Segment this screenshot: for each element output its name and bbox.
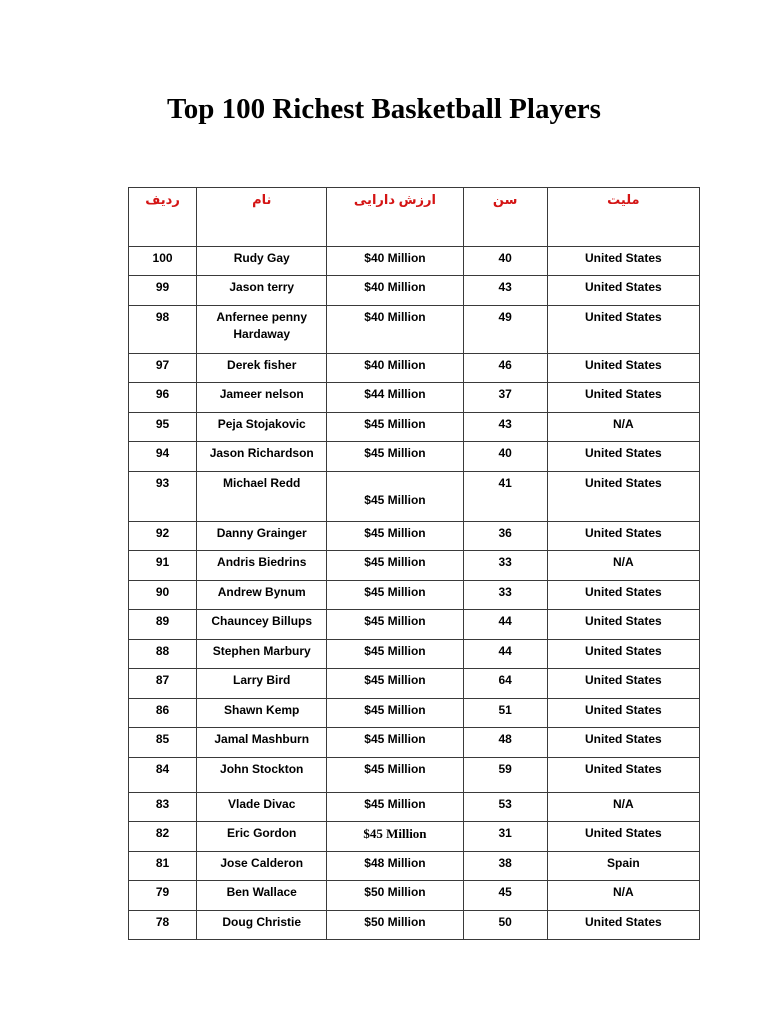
cell-rank <box>129 354 197 383</box>
cell-nationality-text: United States <box>585 251 662 265</box>
table-row <box>129 640 700 669</box>
cell-name <box>197 669 327 699</box>
cell-worth-text: $45 Million <box>364 673 426 687</box>
cell-age <box>463 758 547 793</box>
cell-age <box>463 793 547 822</box>
cell-nationality <box>547 551 699 581</box>
cell-age-text: 38 <box>498 856 512 870</box>
cell-nationality <box>547 793 699 822</box>
cell-age-text: 41 <box>498 476 512 490</box>
cell-rank-text: 83 <box>155 797 170 811</box>
cell-rank <box>129 472 197 522</box>
cell-rank-text: 95 <box>155 417 170 431</box>
cell-nationality <box>547 699 699 728</box>
cell-nationality-text: United States <box>585 762 662 776</box>
table-row <box>129 551 700 581</box>
cell-age <box>463 852 547 881</box>
cell-nationality <box>547 852 699 881</box>
cell-name-text: Peja Stojakovic <box>217 417 306 431</box>
cell-name-text: Andrew Bynum <box>217 585 306 599</box>
cell-age-text: 64 <box>498 673 512 687</box>
page-title: Top 100 Richest Basketball Players <box>167 93 601 125</box>
cell-rank-text: 93 <box>155 476 170 490</box>
cell-nationality <box>547 728 699 758</box>
cell-worth <box>327 472 463 522</box>
cell-nationality <box>547 354 699 383</box>
cell-rank-text: 81 <box>155 856 170 870</box>
cell-nationality <box>547 276 699 306</box>
cell-rank-text: 78 <box>155 915 170 929</box>
cell-nationality-text: United States <box>585 826 662 840</box>
cell-worth-text: $44 Million <box>364 387 426 401</box>
cell-rank <box>129 383 197 413</box>
cell-worth <box>327 699 463 728</box>
table-row <box>129 728 700 758</box>
cell-worth-text: $45 Million <box>364 644 426 658</box>
cell-rank <box>129 247 197 276</box>
cell-nationality <box>547 610 699 640</box>
cell-worth-text: $48 Million <box>364 856 426 870</box>
cell-nationality-text: United States <box>585 310 662 324</box>
table-row <box>129 793 700 822</box>
table-row <box>129 758 700 793</box>
cell-rank <box>129 881 197 911</box>
cell-rank-text: 94 <box>155 446 170 460</box>
cell-name-text: John Stockton <box>220 762 304 776</box>
cell-age <box>463 472 547 522</box>
cell-rank-text: 100 <box>152 251 173 265</box>
cell-worth <box>327 442 463 472</box>
cell-name-text: Jameer nelson <box>219 387 304 401</box>
cell-rank <box>129 669 197 699</box>
cell-worth <box>327 610 463 640</box>
cell-worth-text: $40 Million <box>364 358 426 372</box>
cell-nationality-text: United States <box>585 673 662 687</box>
table-row <box>129 822 700 852</box>
cell-age-text: 49 <box>498 310 512 324</box>
cell-worth-text: $50 Million <box>364 915 426 929</box>
cell-name <box>197 581 327 610</box>
table-row <box>129 383 700 413</box>
cell-age-text: 43 <box>498 280 512 294</box>
cell-name-text: Ben Wallace <box>226 885 297 899</box>
cell-nationality-text: United States <box>585 703 662 717</box>
cell-rank-text: 84 <box>155 762 170 776</box>
cell-rank-text: 99 <box>155 280 170 294</box>
cell-nationality <box>547 911 699 940</box>
table-row <box>129 581 700 610</box>
header-name: نام <box>197 188 327 247</box>
cell-name-text: Jason terry <box>229 280 295 294</box>
cell-age <box>463 276 547 306</box>
cell-nationality-text: United States <box>585 526 662 540</box>
cell-worth <box>327 793 463 822</box>
cell-name <box>197 247 327 276</box>
table-row <box>129 442 700 472</box>
cell-worth <box>327 276 463 306</box>
cell-age <box>463 610 547 640</box>
cell-worth-text: $45 Million <box>364 762 426 776</box>
cell-name <box>197 354 327 383</box>
table-row <box>129 610 700 640</box>
cell-age-text: 43 <box>498 417 512 431</box>
cell-worth-text: $45 Million <box>364 493 426 507</box>
cell-nationality-text: United States <box>585 915 662 929</box>
cell-age-text: 37 <box>498 387 512 401</box>
cell-age <box>463 247 547 276</box>
cell-age <box>463 522 547 551</box>
cell-age-text: 40 <box>498 446 512 460</box>
table-row <box>129 306 700 354</box>
cell-worth-text: $45 Million <box>364 614 426 628</box>
cell-name <box>197 640 327 669</box>
cell-age-text: 44 <box>498 644 512 658</box>
cell-name-text: Doug Christie <box>222 915 302 929</box>
cell-name-text: Chauncey Billups <box>211 614 313 628</box>
cell-rank <box>129 852 197 881</box>
cell-worth <box>327 383 463 413</box>
cell-name <box>197 276 327 306</box>
cell-name-text: Jason Richardson <box>209 446 314 460</box>
cell-worth-text: $40 Million <box>364 251 426 265</box>
cell-name <box>197 383 327 413</box>
cell-rank-text: 90 <box>155 585 170 599</box>
table-row <box>129 669 700 699</box>
table-row <box>129 247 700 276</box>
cell-age <box>463 551 547 581</box>
cell-worth <box>327 306 463 354</box>
cell-age-text: 40 <box>498 251 512 265</box>
cell-rank-text: 89 <box>155 614 170 628</box>
cell-rank <box>129 728 197 758</box>
cell-name <box>197 881 327 911</box>
cell-worth-text: $50 Million <box>364 885 426 899</box>
cell-age-text: 45 <box>498 885 512 899</box>
cell-name <box>197 822 327 852</box>
cell-rank <box>129 276 197 306</box>
cell-age <box>463 728 547 758</box>
cell-rank <box>129 581 197 610</box>
cell-nationality-text: United States <box>585 644 662 658</box>
table-row <box>129 852 700 881</box>
cell-nationality <box>547 247 699 276</box>
cell-age-text: 48 <box>498 732 512 746</box>
cell-name-text: Jose Calderon <box>220 856 304 870</box>
cell-name <box>197 522 327 551</box>
cell-nationality-text: United States <box>585 614 662 628</box>
cell-age-text: 33 <box>498 585 512 599</box>
cell-age <box>463 306 547 354</box>
cell-name <box>197 306 327 354</box>
cell-rank-text: 88 <box>155 644 170 658</box>
header-row <box>129 188 700 247</box>
cell-worth <box>327 522 463 551</box>
cell-nationality <box>547 822 699 852</box>
table-row <box>129 472 700 522</box>
table-row <box>129 699 700 728</box>
cell-age-text: 46 <box>498 358 512 372</box>
cell-worth <box>327 728 463 758</box>
cell-age <box>463 383 547 413</box>
cell-worth <box>327 852 463 881</box>
cell-nationality <box>547 581 699 610</box>
cell-worth-text: $40 Million <box>364 310 426 324</box>
cell-nationality-text: United States <box>585 358 662 372</box>
cell-nationality-text: United States <box>585 280 662 294</box>
header-nationality: ملیت <box>547 188 699 247</box>
cell-name-text: Shawn Kemp <box>224 703 300 717</box>
cell-rank-text: 79 <box>155 885 170 899</box>
cell-worth <box>327 881 463 911</box>
cell-name-text: Jamal Mashburn <box>214 732 310 746</box>
cell-name-text: Larry Bird <box>233 673 291 687</box>
table-row <box>129 881 700 911</box>
cell-worth <box>327 822 463 852</box>
cell-age <box>463 581 547 610</box>
table-row <box>129 911 700 940</box>
cell-name <box>197 610 327 640</box>
cell-nationality <box>547 522 699 551</box>
cell-nationality <box>547 669 699 699</box>
table-row <box>129 413 700 442</box>
cell-age <box>463 822 547 852</box>
cell-rank <box>129 442 197 472</box>
cell-age-text: 50 <box>498 915 512 929</box>
cell-name <box>197 472 327 522</box>
cell-worth-text: $45 Million <box>364 797 426 811</box>
cell-rank-text: 97 <box>155 358 170 372</box>
cell-name <box>197 699 327 728</box>
cell-name <box>197 442 327 472</box>
cell-rank <box>129 610 197 640</box>
cell-age-text: 51 <box>498 703 512 717</box>
cell-rank-text: 87 <box>155 673 170 687</box>
cell-age-text: 44 <box>498 614 512 628</box>
cell-age-text: 53 <box>498 797 512 811</box>
cell-rank <box>129 793 197 822</box>
table-row <box>129 276 700 306</box>
cell-rank <box>129 306 197 354</box>
cell-age-text: 36 <box>498 526 512 540</box>
cell-nationality-text: United States <box>585 387 662 401</box>
cell-name-text: Michael Redd <box>223 476 301 490</box>
cell-worth-text: $45 Million <box>364 703 426 717</box>
cell-worth <box>327 669 463 699</box>
cell-name-text: Rudy Gay <box>233 251 290 265</box>
players-table <box>128 187 700 940</box>
cell-rank-text: 91 <box>155 555 170 569</box>
cell-nationality-text: N/A <box>613 555 634 569</box>
cell-name <box>197 758 327 793</box>
cell-age-text: 33 <box>498 555 512 569</box>
cell-nationality <box>547 413 699 442</box>
cell-nationality-text: United States <box>585 476 662 490</box>
cell-nationality <box>547 306 699 354</box>
cell-name-text: Stephen Marbury <box>212 644 311 658</box>
cell-worth <box>327 413 463 442</box>
cell-worth <box>327 758 463 793</box>
cell-worth-text: $45 Million <box>364 585 426 599</box>
cell-name <box>197 551 327 581</box>
cell-nationality-text: United States <box>585 732 662 746</box>
header-rank: ردیف <box>129 188 197 247</box>
cell-name-text: Vlade Divac <box>228 797 296 811</box>
cell-rank-text: 86 <box>155 703 170 717</box>
cell-rank <box>129 522 197 551</box>
cell-age <box>463 881 547 911</box>
cell-age <box>463 699 547 728</box>
cell-age-text: 31 <box>498 826 512 840</box>
cell-name-text: Anfernee penny Hardaway <box>216 310 308 341</box>
header-age: سن <box>463 188 547 247</box>
cell-name <box>197 793 327 822</box>
cell-age <box>463 640 547 669</box>
cell-rank-text: 85 <box>155 732 170 746</box>
cell-nationality <box>547 442 699 472</box>
cell-worth-text: $45 Million <box>364 555 426 569</box>
cell-age <box>463 911 547 940</box>
table-row <box>129 522 700 551</box>
cell-rank <box>129 551 197 581</box>
cell-worth-text: $40 Million <box>364 280 426 294</box>
cell-rank-text: 96 <box>155 387 170 401</box>
cell-nationality-text: United States <box>585 585 662 599</box>
cell-age <box>463 354 547 383</box>
cell-nationality-text: N/A <box>613 797 634 811</box>
cell-nationality <box>547 472 699 522</box>
cell-nationality-text: N/A <box>613 885 634 899</box>
cell-rank-text: 82 <box>155 826 170 840</box>
cell-nationality <box>547 383 699 413</box>
cell-nationality <box>547 640 699 669</box>
cell-rank-text: 98 <box>155 310 170 324</box>
cell-age <box>463 669 547 699</box>
cell-worth-text: $45 Million <box>364 732 426 746</box>
cell-rank <box>129 640 197 669</box>
cell-rank <box>129 699 197 728</box>
cell-worth <box>327 247 463 276</box>
cell-rank <box>129 758 197 793</box>
cell-name <box>197 911 327 940</box>
cell-name-text: Eric Gordon <box>227 826 297 840</box>
cell-worth-text: $45 Million <box>364 526 426 540</box>
cell-name-text: Derek fisher <box>227 358 297 372</box>
cell-age-text: 59 <box>498 762 512 776</box>
cell-name <box>197 728 327 758</box>
cell-worth-text: $45 Million <box>363 826 427 841</box>
cell-rank <box>129 413 197 442</box>
cell-name-text: Danny Grainger <box>216 526 307 540</box>
table-row <box>129 354 700 383</box>
cell-nationality-text: Spain <box>607 856 640 870</box>
cell-rank <box>129 911 197 940</box>
cell-worth <box>327 640 463 669</box>
cell-nationality <box>547 881 699 911</box>
cell-worth <box>327 581 463 610</box>
header-worth: ارزش دارایی <box>327 188 463 247</box>
cell-nationality-text: N/A <box>613 417 634 431</box>
cell-rank <box>129 822 197 852</box>
cell-name <box>197 852 327 881</box>
cell-worth <box>327 911 463 940</box>
cell-age <box>463 413 547 442</box>
cell-nationality-text: United States <box>585 446 662 460</box>
cell-name-text: Andris Biedrins <box>217 555 307 569</box>
cell-age <box>463 442 547 472</box>
cell-worth-text: $45 Million <box>364 446 426 460</box>
cell-worth <box>327 551 463 581</box>
cell-worth-text: $45 Million <box>364 417 426 431</box>
cell-name <box>197 413 327 442</box>
cell-worth <box>327 354 463 383</box>
cell-nationality <box>547 758 699 793</box>
cell-rank-text: 92 <box>155 526 170 540</box>
